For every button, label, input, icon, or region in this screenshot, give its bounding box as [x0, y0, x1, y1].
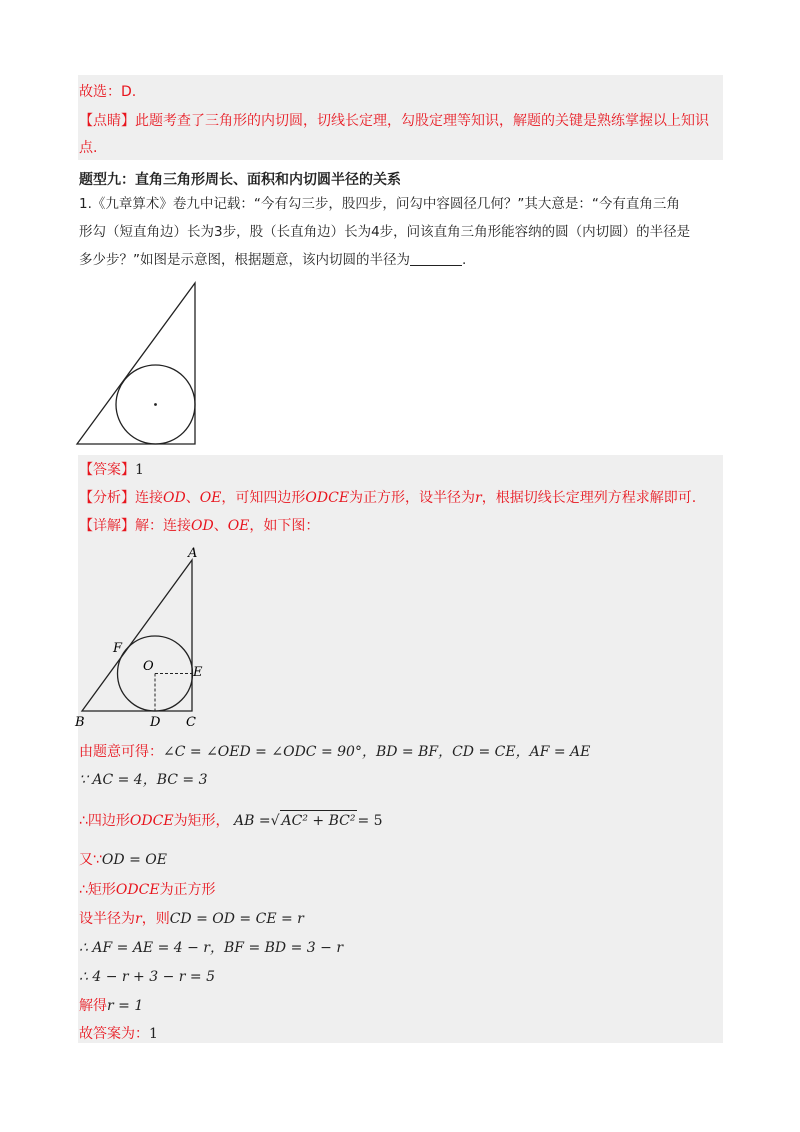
- question-line1: 1.《九章算术》卷九中记载：“今有勾三步，股四步，问勾中容圆径几何？”其大意是：“今有直角三角: [79, 196, 680, 212]
- answer-tag: 【答案】: [79, 462, 135, 478]
- analysis-t3: 为正方形，设半径为: [349, 490, 476, 506]
- step-3-text: ∴四边形: [79, 813, 130, 829]
- step-4: [79, 850, 167, 870]
- analysis-t1: 连接: [135, 490, 163, 506]
- step-6: [79, 909, 304, 929]
- analysis-r: r: [475, 490, 482, 506]
- detail-line: [79, 516, 319, 536]
- step-7: ∴ AF = AE = 4 − r，BF = BD = 3 − r: [79, 940, 344, 956]
- step-4-text: 又∵: [79, 852, 102, 868]
- detail-t2: ，如下图：: [249, 518, 320, 534]
- step-5: [79, 880, 216, 900]
- label-b: B: [75, 715, 85, 730]
- comment-text: 此题考查了三角形的内切圆，切线长定理，勾股定理等知识，解题的关键是熟练掌握以上知识: [135, 113, 709, 129]
- label-d: D: [150, 715, 161, 730]
- detail-sep: 、: [213, 518, 228, 534]
- answer-line: [79, 460, 144, 480]
- step-4-math: OD = OE: [101, 852, 167, 868]
- step-8: ∴ 4 − r + 3 − r = 5: [79, 969, 215, 985]
- step-10: [79, 1024, 158, 1044]
- step-3-odce: ODCE: [129, 813, 174, 829]
- analysis-line: [79, 488, 696, 508]
- figure-labeled-triangle: [70, 545, 220, 730]
- section-title: 题型九：直角三角形周长、面积和内切圆半径的关系: [79, 172, 401, 188]
- step-1: [79, 742, 590, 762]
- step-3-result: = 5: [357, 813, 383, 829]
- detail-oe: OE: [227, 518, 250, 534]
- question-line2: 形勾（短直角边）长为3步，股（长直角边）长为4步，问该直角三角形能容纳的圆（内切圆）的半径是: [79, 224, 691, 240]
- detail-od: OD: [191, 518, 214, 534]
- label-a: A: [188, 546, 198, 561]
- analysis-oe: OE: [199, 490, 222, 506]
- question-line3: [79, 250, 466, 270]
- step-3-radicand: AC² + BC²: [280, 810, 358, 831]
- label-f: F: [113, 641, 123, 656]
- comment-tag: 【点睛】: [79, 113, 135, 129]
- prev-choice: 故选：D.: [79, 84, 137, 100]
- answer-value: 1: [135, 462, 144, 478]
- step-3: [79, 810, 383, 831]
- triangle-abc: [82, 560, 192, 711]
- step-6-r: r: [135, 911, 142, 927]
- question-text: 多少步？”如图是示意图，根据题意，该内切圆的半径为: [79, 252, 410, 268]
- step-6-text: 设半径为: [79, 911, 135, 927]
- question-end: .: [462, 252, 467, 268]
- center-dot: [154, 403, 157, 406]
- analysis-t2: ，可知四边形: [221, 490, 306, 506]
- analysis-odce: ODCE: [305, 490, 350, 506]
- step-6-mid: ，则: [141, 911, 170, 927]
- step-5-odce: ODCE: [115, 882, 160, 898]
- answer-blank: [410, 251, 462, 266]
- step-3-mid: 为矩形，: [173, 813, 230, 829]
- analysis-t4: ，根据切线长定理列方程求解即可.: [481, 490, 697, 506]
- step-3-ab: AB =: [234, 813, 271, 829]
- step-1-math: ∠C = ∠OED = ∠ODC = 90°，BD = BF，CD = CE，AF = AE: [163, 744, 591, 760]
- label-o: O: [143, 659, 154, 674]
- analysis-sep: 、: [185, 490, 200, 506]
- detail-t1: 解：连接: [135, 518, 191, 534]
- step-10-text: 故答案为：: [79, 1026, 149, 1042]
- prev-comment-line2: 点.: [79, 140, 98, 156]
- label-e: E: [193, 665, 203, 680]
- step-5-text: ∴矩形: [79, 882, 116, 898]
- prev-comment-line1: [79, 111, 709, 131]
- figure-triangle-incircle: [70, 278, 210, 450]
- label-c: C: [186, 715, 196, 730]
- step-9-math: r = 1: [107, 998, 144, 1014]
- step-1-text: 由题意可得：: [79, 744, 163, 760]
- analysis-od: OD: [163, 490, 186, 506]
- step-5-post: 为正方形: [159, 882, 216, 898]
- step-6-math: CD = OD = CE = r: [169, 911, 304, 927]
- step-2: ∵ AC = 4，BC = 3: [79, 772, 208, 788]
- detail-tag: 【详解】: [79, 518, 135, 534]
- step-9: [79, 996, 143, 1016]
- step-9-text: 解得: [79, 998, 107, 1014]
- analysis-tag: 【分析】: [79, 490, 135, 506]
- step-10-value: 1: [149, 1026, 158, 1042]
- sqrt-sign: √: [270, 813, 280, 829]
- triangle-shape: [77, 283, 195, 444]
